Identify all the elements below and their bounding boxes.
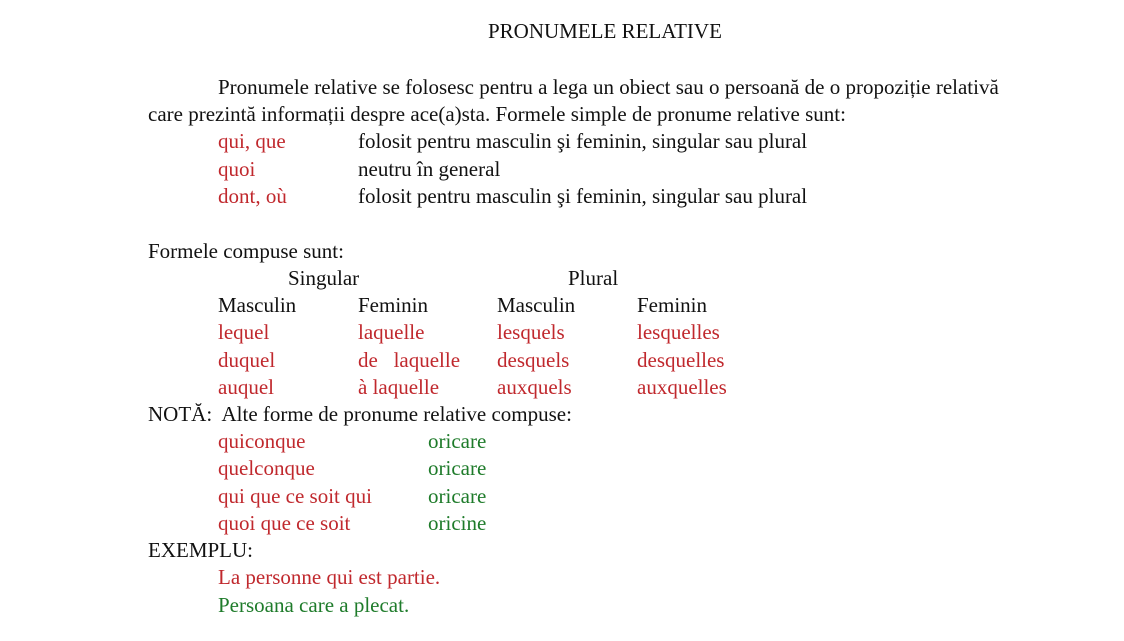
example-french: La personne qui est partie. [218,565,441,589]
simple-form-meaning: folosit pentru masculin şi feminin, singular sau plural [358,184,808,208]
page-title: PRONUMELE RELATIVE [488,19,722,43]
singular-label: Singular [288,266,360,290]
note-translation: oricare [428,456,487,480]
intro-line-1: Pronumele relative se folosesc pentru a lega un obiect sau o persoană de o propoziție relativă [218,75,999,99]
table-cell: duquel [218,348,276,372]
table-cell: auxquels [497,375,572,399]
note-form: qui que ce soit qui [218,484,372,508]
table-cell: auquel [218,375,274,399]
compound-heading: Formele compuse sunt: [148,239,344,263]
note-heading: NOTĂ: Alte forme de pronume relative compuse: [148,402,572,426]
plural-label: Plural [568,266,619,290]
note-form: quiconque [218,429,306,453]
simple-form: dont, où [218,184,287,208]
intro-line-2: care prezintă informații despre ace(a)sta. Formele simple de pronume relative sunt: [148,102,846,126]
note-translation: oricare [428,484,487,508]
example-heading: EXEMPLU: [148,538,253,562]
note-form: quelconque [218,456,315,480]
column-header: Masculin [218,293,297,317]
table-cell: lequel [218,320,270,344]
note-translation: oricare [428,429,487,453]
note-form: quoi que ce soit [218,511,351,535]
simple-form-meaning: folosit pentru masculin şi feminin, singular sau plural [358,129,808,153]
table-cell: à laquelle [358,375,440,399]
table-cell: de laquelle [358,348,461,372]
simple-form: qui, que [218,129,286,153]
simple-form-meaning: neutru în general [358,157,501,181]
table-cell: lesquelles [637,320,720,344]
table-cell: lesquels [497,320,565,344]
simple-form: quoi [218,157,256,181]
column-header: Feminin [358,293,429,317]
table-cell: laquelle [358,320,425,344]
column-header: Feminin [637,293,708,317]
table-cell: desquelles [637,348,725,372]
column-header: Masculin [497,293,576,317]
example-romanian: Persoana care a plecat. [218,593,410,617]
table-cell: desquels [497,348,570,372]
table-cell: auxquelles [637,375,727,399]
note-translation: oricine [428,511,487,535]
